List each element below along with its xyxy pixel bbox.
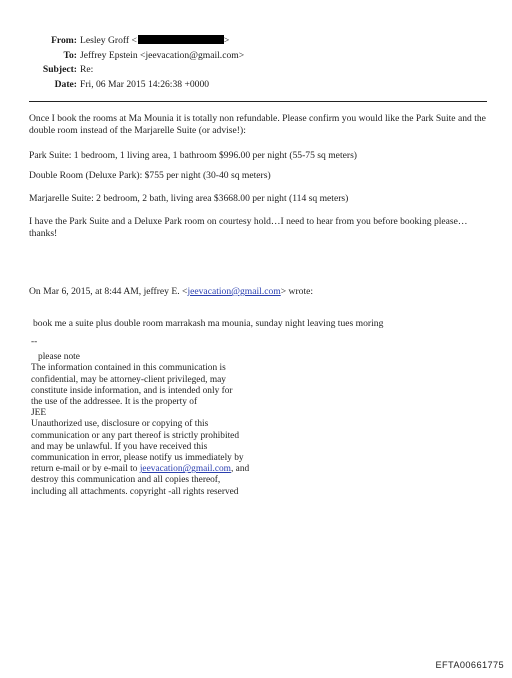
header-divider [29,101,487,102]
from-close: > [223,35,230,46]
quote-intro-end: > wrote: [280,286,314,297]
disclaimer-line: The information contained in this communication is [31,363,226,374]
disclaimer-line: Unauthorized use, disclosure or copying of this [31,419,209,430]
subject-value: Re: [80,64,94,75]
message-text: Park Suite: 1 bedroom, 1 living area, 1 bathroom $996.00 per night (55-75 sq meters) [29,150,357,161]
disclaimer-line: communication or any part thereof is strictly prohibited [31,430,240,441]
redaction-bar [138,35,224,44]
message-paragraph-1 [29,113,491,136]
quote-email-link[interactable]: jeevacation@gmail.com [187,286,281,297]
disclaimer-line: communication in error, please notify us immediately by [31,453,244,464]
message-paragraph-2 [29,150,491,162]
message-text: Double Room (Deluxe Park): $755 per night (30-40 sq meters) [29,170,271,181]
please-note: please note [38,352,80,363]
to-label: To: [63,49,77,61]
message-text: Once I book the rooms at Ma Mounia it is totally non refundable. Please confirm you would like the Park Suite and the double room instead of the Marjarelle Suite (or advise!): [29,113,486,136]
message-paragraph-3 [29,170,491,182]
disclaimer-line [31,464,331,475]
subject-label: Subject: [42,64,77,75]
signature-block [31,337,331,498]
email-header [0,34,512,92]
document-id: EFTA00661775 [435,660,504,670]
disclaimer-text: return e-mail or by e-mail to [31,464,140,475]
disclaimer-text: , and [230,464,250,475]
message-text: I have the Park Suite and a Deluxe Park room on courtesy hold…I need to hear from you before booking please…thanks! [29,216,468,239]
disclaimer-line: destroy this communication and all copies thereof, [31,475,221,486]
quoted-text: book me a suite plus double room marrakash ma mounia, sunday night leaving tues moring [33,318,384,329]
date-value: Fri, 06 Mar 2015 14:26:38 +0000 [80,78,210,90]
to-row [0,49,512,64]
message-text: Marjarelle Suite: 2 bedroom, 2 bath, living area $3668.00 per night (114 sq meters) [29,193,349,204]
from-value [80,34,229,49]
disclaimer-line: including all attachments. copyright -all rights reserved [31,486,239,497]
to-value: Jeffrey Epstein <jeevacation@gmail.com> [80,49,245,61]
date-row [0,78,512,93]
quote-intro-text: On Mar 6, 2015, at 8:44 AM, jeffrey E. < [29,286,188,297]
disclaimer-line: JEE [31,408,47,419]
message-paragraph-4 [29,193,491,205]
disclaimer-line: and may be unlawful. If you have received this [31,441,208,452]
quoted-message [33,318,495,330]
from-label: From: [51,35,77,46]
quote-intro [29,286,491,298]
disclaimer-line: confidential, may be attorney-client privileged, may [31,374,226,385]
subject-row [0,63,512,78]
signature-email-link[interactable]: jeevacation@gmail.com [139,464,231,475]
disclaimer-line: constitute inside information, and is intended only for [31,385,233,396]
message-paragraph-5 [29,216,491,239]
signature-dashes: -- [31,337,38,347]
from-name: Lesley Groff < [80,35,137,46]
date-label: Date: [54,78,77,90]
disclaimer-line: the use of the addressee. It is the property of [31,397,198,408]
from-row [0,34,512,49]
